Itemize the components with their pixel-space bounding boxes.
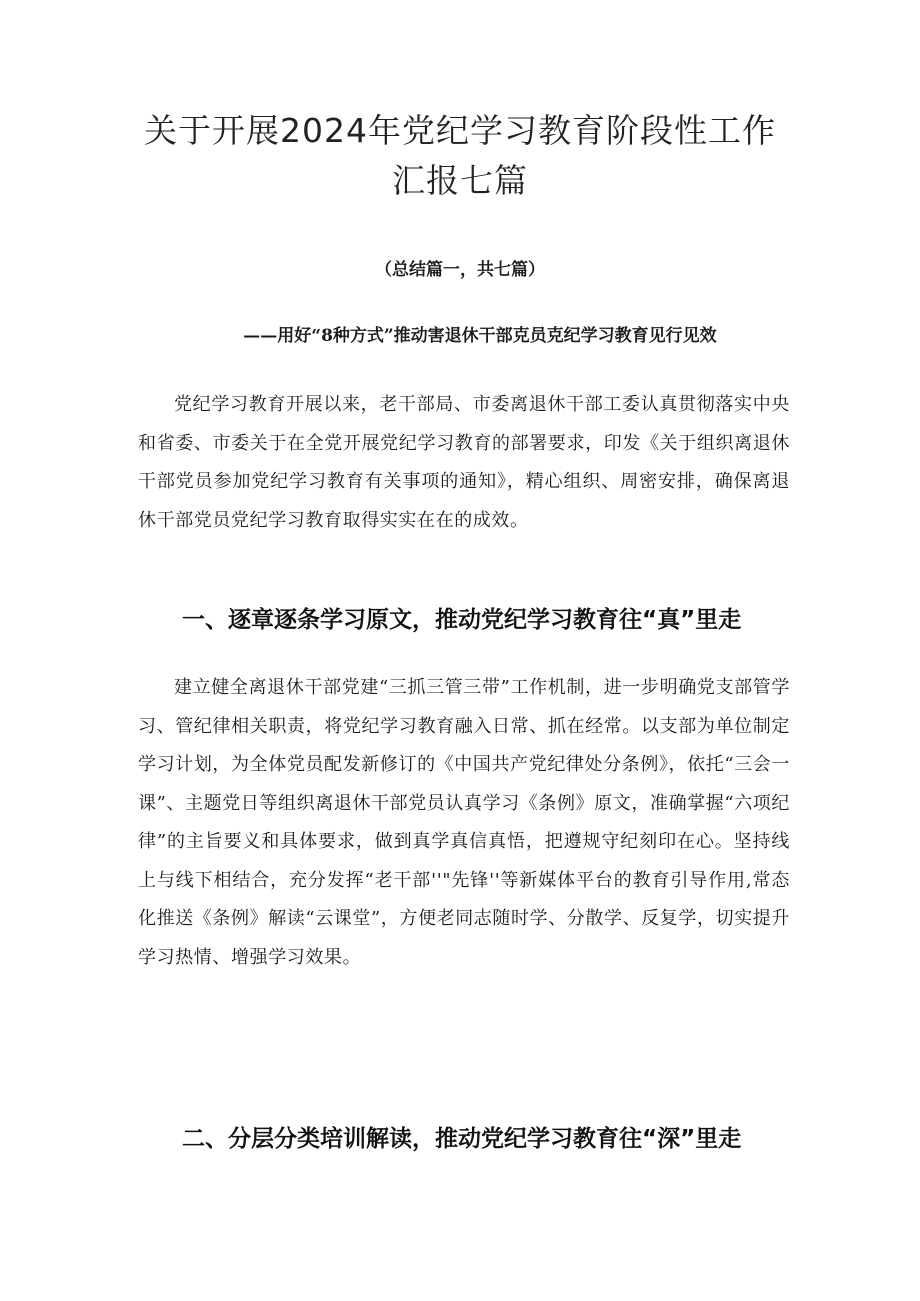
document-title-line-1: 关于开展2024年党纪学习教育阶段性工作 xyxy=(144,111,776,150)
intro-paragraph: 党纪学习教育开展以来，老干部局、市委离退休干部工委认真贯彻落实中央和省委、市委关于在全党开展党纪学习教育的部署要求，印发《关于组织离退休干部党员参加党纪学习教育有关事项的通知》，精心组织、周密安排，确保离退休干部党员党纪学习教育取得实实在在的成效。 xyxy=(138,394,790,531)
section-heading-1: 一、逐章逐条学习原文，推动党纪学习教育往“真”里走 xyxy=(182,607,742,633)
document-subheading: ——用好“8种方式”推动害退休干部克员克纪学习教育见行见效 xyxy=(243,326,717,346)
section-1-paragraph: 建立健全离退休干部党建“三抓三管三带”工作机制，进一步明确党支部管学习、管纪律相关职责，将党纪学习教育融入日常、抓在经常。以支部为单位制定学习计划，为全体党员配发新修订的《中国共产党纪律处分条例》，依托“三会一课”、主题党日等组织离退休干部党员认真学习《条例》原文，准确掌握“六项纪律”的主旨要义和具体要求，做到真学真信真悟，把遵规守纪刻印在心。坚持线上与线下相结合，充分发挥“老干部''"先锋''等新媒体平台的教育引导作用,常态化推送《条例》解读“云课堂”，方便老同志随时学、分散学、反复学，切实提升学习热情、增强学习效果。 xyxy=(138,677,791,968)
document-title xyxy=(100,106,820,206)
document-title-line-2: 汇报七篇 xyxy=(392,161,528,200)
section-heading-2: 二、分层分类培训解读，推动党纪学习教育往“深”里走 xyxy=(182,1126,742,1152)
document-subtitle: （总结篇一，共七篇） xyxy=(375,260,545,280)
